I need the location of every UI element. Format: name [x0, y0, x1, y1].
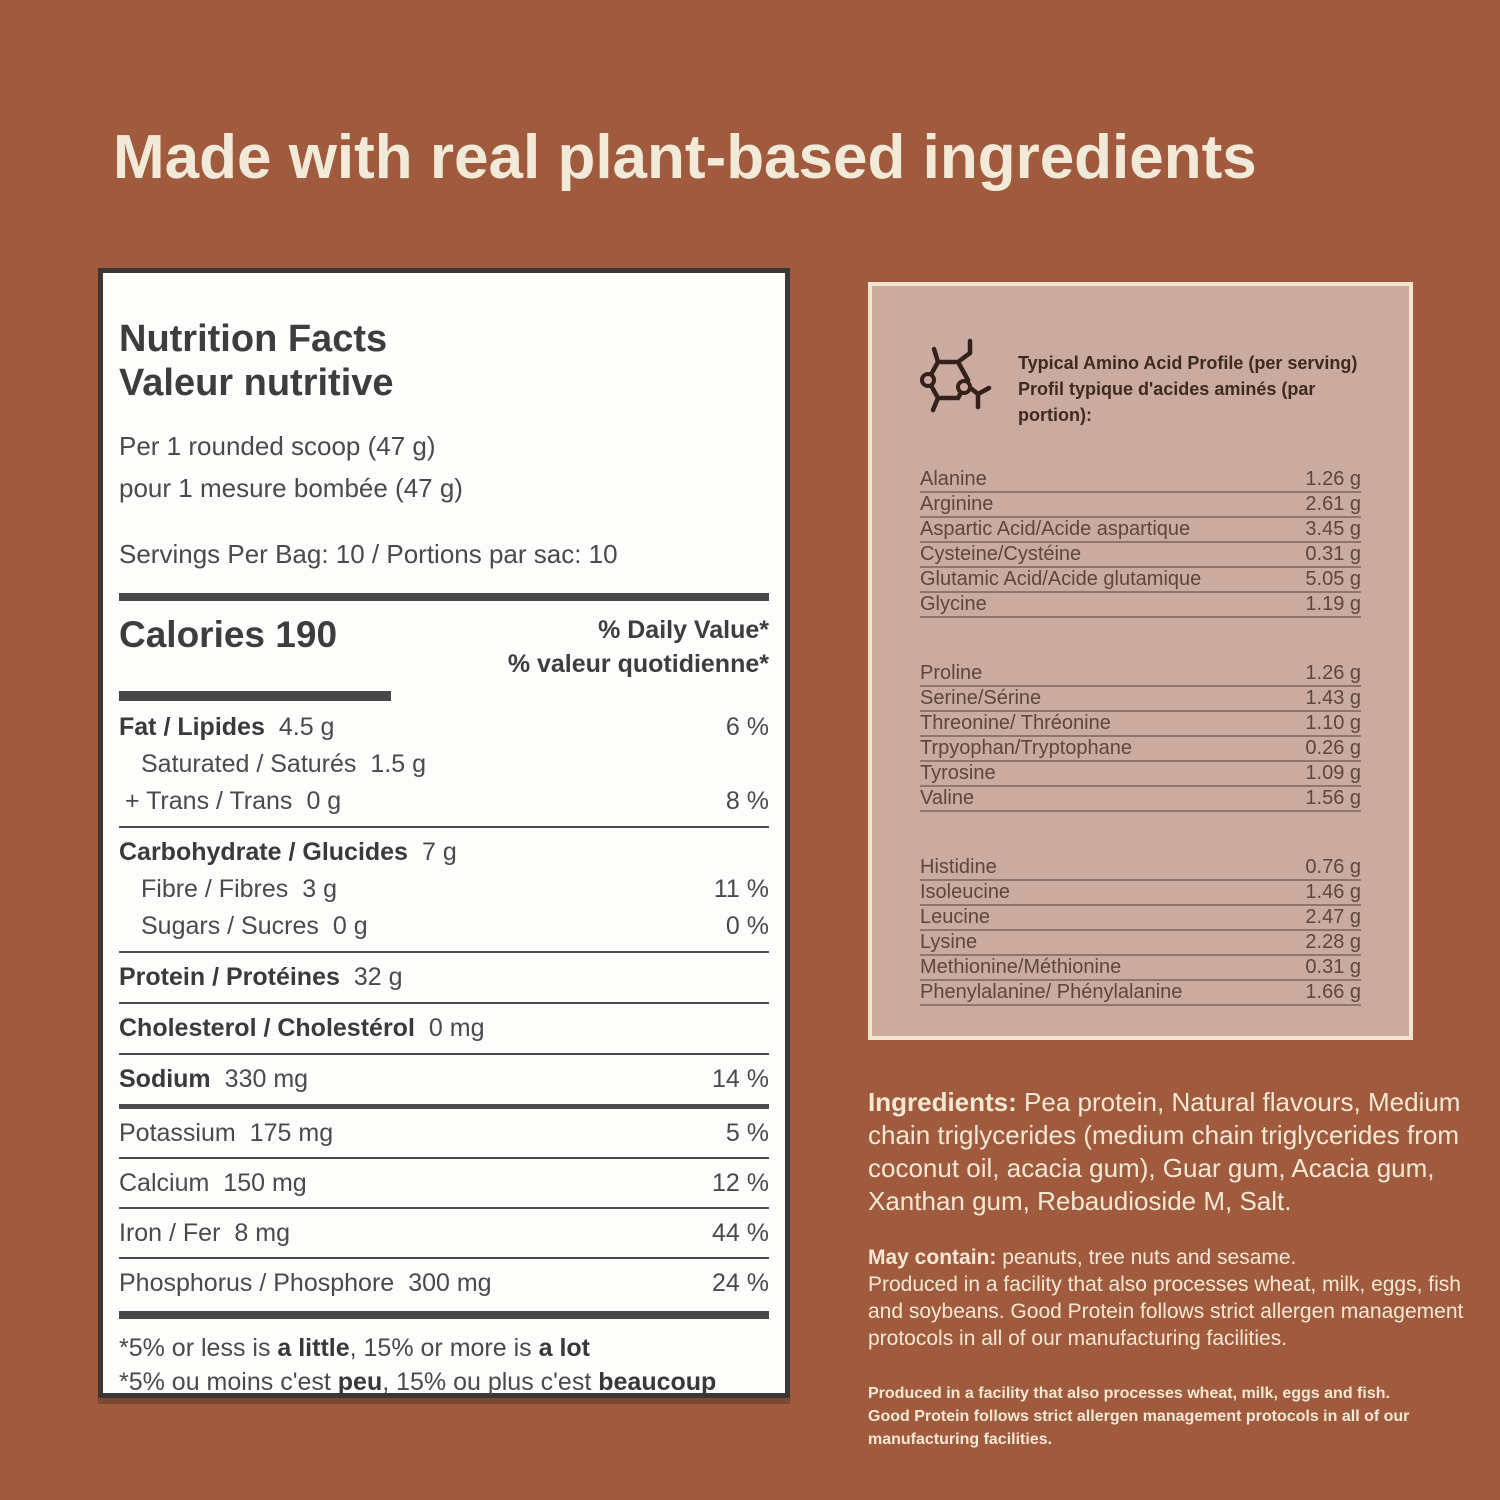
daily-value-header-fr: % valeur quotidienne*	[507, 650, 769, 678]
serving-size-en: Per 1 rounded scoop (47 g)	[119, 431, 436, 461]
rule	[119, 951, 769, 953]
rule	[119, 826, 769, 828]
amino-row: Cysteine/Cystéine 0.31 g	[920, 543, 1361, 568]
nutrient-row-carbohydrate: Carbohydrate / Glucides 7 g	[119, 838, 457, 866]
amino-row: Leucine 2.47 g	[920, 906, 1361, 931]
daily-value-footnote	[119, 1331, 769, 1399]
amino-row: Trpyophan/Tryptophane 0.26 g	[920, 737, 1361, 762]
servings-per-bag: Servings Per Bag: 10 / Portions par sac: 10	[119, 539, 618, 569]
amino-panel-title	[1018, 336, 1365, 428]
nutrient-row-saturated: Saturated / Saturés 1.5 g	[141, 750, 427, 778]
nutrient-row-fibre: Fibre / Fibres 3 g 11 %	[141, 875, 769, 903]
amino-row: Lysine 2.28 g	[920, 931, 1361, 956]
nutrient-row-cholesterol: Cholesterol / Cholestérol 0 mg	[119, 1014, 485, 1042]
ingredients-label: Ingredients:	[868, 1087, 1017, 1117]
amino-row: Tyrosine 1.09 g	[920, 762, 1361, 787]
amino-row: Methionine/Méthionine 0.31 g	[920, 956, 1361, 981]
nutrient-row-phosphorus: Phosphorus / Phosphore 300 mg 24 %	[119, 1269, 769, 1297]
amino-group-2	[920, 662, 1361, 812]
amino-row: Serine/Sérine 1.43 g	[920, 687, 1361, 712]
amino-row: Aspartic Acid/Acide aspartique 3.45 g	[920, 518, 1361, 543]
nutrient-row-protein: Protein / Protéines 32 g	[119, 963, 403, 991]
nutrient-row-fat: Fat / Lipides 4.5 g 6 %	[119, 713, 769, 741]
footnote-fr: *5% ou moins c'est peu, 15% ou plus c'est beaucoup	[119, 1368, 717, 1396]
may-contain-label: May contain:	[868, 1246, 997, 1269]
rule	[119, 1053, 769, 1055]
nutrient-row-sodium: Sodium 330 mg 14 %	[119, 1065, 769, 1093]
amino-row: Alanine 1.26 g	[920, 468, 1361, 493]
amino-acid-panel	[868, 282, 1413, 1040]
amino-panel-header	[872, 286, 1409, 428]
amino-row: Proline 1.26 g	[920, 662, 1361, 687]
may-contain-paragraph: May contain: peanuts, tree nuts and sesame. Produced in a facility that also processes wheat, milk, eggs, fish and soybeans. Good Protein follows strict allergen management protocols in all of our manufacturing facilities.	[868, 1246, 1464, 1350]
ingredients-section	[868, 1086, 1468, 1451]
page-title: Made with real plant-based ingredients	[113, 123, 1257, 192]
rule	[119, 1257, 769, 1259]
calories-row	[119, 613, 769, 681]
amino-title-fr: Profil typique d'acides aminés (par portion):	[1018, 379, 1316, 425]
daily-value-header-en: % Daily Value*	[598, 616, 769, 644]
nutrient-row-potassium: Potassium 175 mg 5 %	[119, 1119, 769, 1147]
nutrient-row-trans: + Trans / Trans 0 g 8 %	[125, 787, 769, 815]
thick-rule	[119, 1311, 769, 1319]
thick-rule	[119, 593, 769, 601]
molecule-icon	[916, 338, 992, 418]
facility-note: Produced in a facility that also processes wheat, milk, eggs and fish. Good Protein follows strict allergen management protocols in all of our manufacturing facilities.	[868, 1385, 1410, 1448]
amino-title-en: Typical Amino Acid Profile (per serving)	[1018, 353, 1358, 373]
footnote-en: *5% or less is a little, 15% or more is a lot	[119, 1334, 590, 1362]
calories-value: Calories 190	[119, 614, 338, 655]
nutrition-facts-panel	[98, 268, 790, 1398]
amino-row: Glutamic Acid/Acide glutamique 5.05 g	[920, 568, 1361, 593]
calories-underline-bar	[119, 691, 391, 701]
amino-row: Isoleucine 1.46 g	[920, 881, 1361, 906]
rule	[119, 1157, 769, 1159]
thick-rule	[119, 1104, 769, 1109]
serving-size-block	[119, 425, 769, 509]
ingredients-paragraph: Ingredients: Pea protein, Natural flavours, Medium chain triglycerides (medium chain triglycerides from coconut oil, acacia gum), Guar gum, Acacia gum, Xanthan gum, Rebaudioside M, Salt.	[868, 1087, 1461, 1216]
serving-size-fr: pour 1 mesure bombée (47 g)	[119, 473, 463, 503]
nutrient-row-calcium: Calcium 150 mg 12 %	[119, 1169, 769, 1197]
rule	[119, 1002, 769, 1004]
amino-row: Threonine/ Thréonine 1.10 g	[920, 712, 1361, 737]
nutrition-facts-title-fr: Valeur nutritive	[119, 362, 394, 404]
amino-group-3	[920, 856, 1361, 1006]
rule	[119, 1207, 769, 1209]
amino-row: Histidine 0.76 g	[920, 856, 1361, 881]
amino-row: Valine 1.56 g	[920, 787, 1361, 812]
daily-value-header	[508, 613, 769, 681]
nutrition-facts-title-en: Nutrition Facts	[119, 318, 388, 360]
nutrient-row-iron: Iron / Fer 8 mg 44 %	[119, 1219, 769, 1247]
amino-row: Phenylalanine/ Phénylalanine 1.66 g	[920, 981, 1361, 1006]
nutrient-row-sugars: Sugars / Sucres 0 g 0 %	[141, 912, 769, 940]
amino-row: Glycine 1.19 g	[920, 593, 1361, 618]
amino-group-1	[920, 468, 1361, 618]
amino-row: Arginine 2.61 g	[920, 493, 1361, 518]
